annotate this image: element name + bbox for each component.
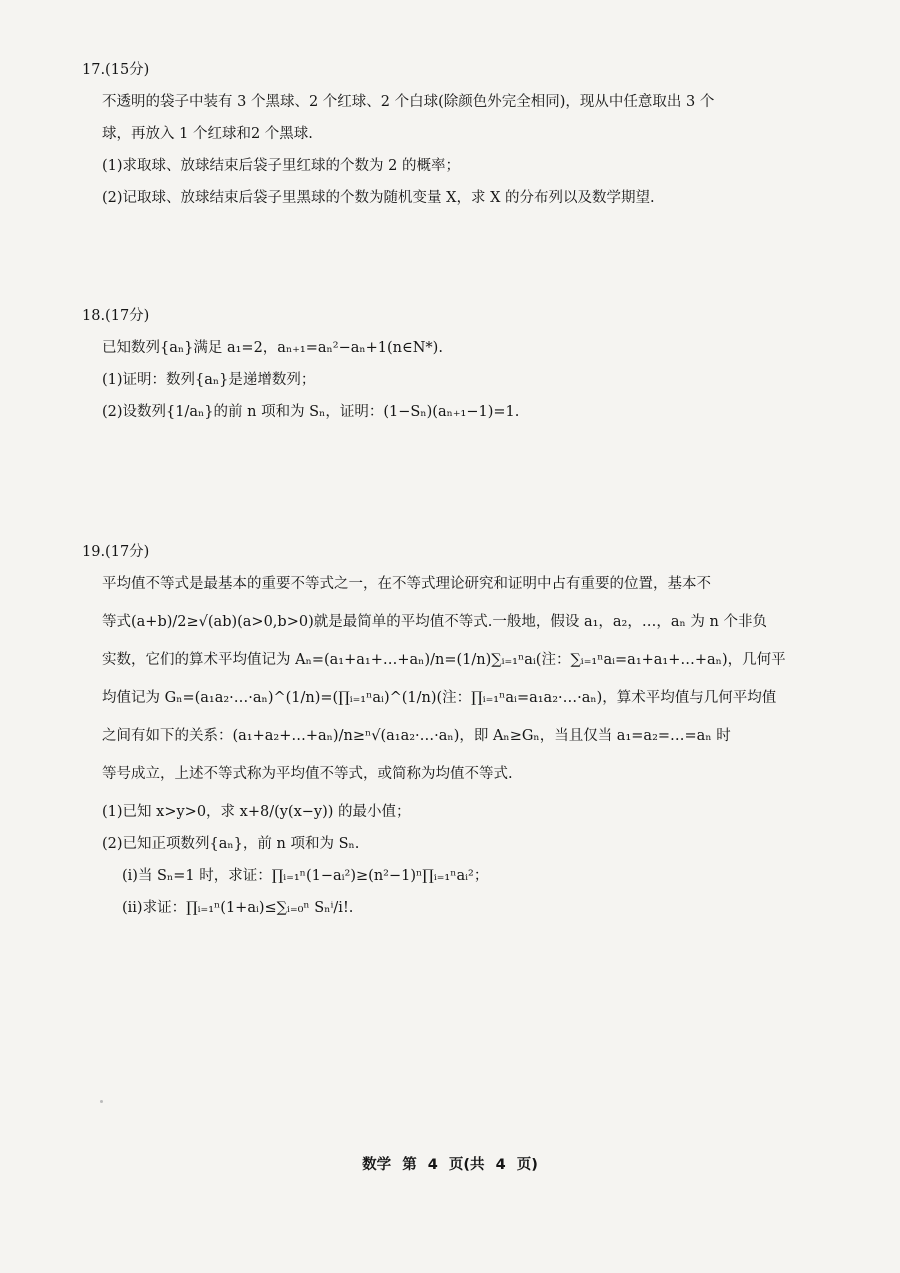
problem-18: [82, 306, 822, 434]
problem-19-part-1: (1)已知 x>y>0，求 x+8/(y(x−y)) 的最小值；: [102, 804, 411, 820]
problem-19-line-2: 等式(a+b)/2≥√(ab)(a>0,b>0)就是最简单的平均值不等式.一般地，假设 a₁，a₂，…，aₙ 为 n 个非负: [102, 614, 767, 630]
problem-18-statement: 已知数列{aₙ}满足 a₁=2，aₙ₊₁=aₙ²−aₙ+1(n∈N*).: [102, 340, 443, 356]
scan-speck: [100, 1100, 103, 1103]
problem-19: [82, 542, 822, 930]
problem-19-part-2: (2)已知正项数列{aₙ}，前 n 项和为 Sₙ.: [102, 836, 360, 852]
problem-17-part-2: (2)记取球、放球结束后袋子里黑球的个数为随机变量 X，求 X 的分布列以及数学期望.: [102, 190, 655, 206]
page-footer: 数学 第 4 页(共 4 页): [362, 1157, 538, 1173]
problem-19-line-1: 平均值不等式是最基本的重要不等式之一，在不等式理论研究和证明中占有重要的位置，基本不: [102, 576, 711, 592]
problem-17-line-1: 不透明的袋子中装有 3 个黑球、2 个红球、2 个白球(除颜色外完全相同)，现从中任意取出 3 个: [102, 94, 715, 110]
problem-19-part-2-ii: (ii)求证：∏ᵢ₌₁ⁿ(1+aᵢ)≤∑ᵢ₌₀ⁿ Sₙⁱ/i!.: [122, 900, 354, 916]
problem-19-header: 19.(17分): [82, 544, 150, 560]
problem-17-line-2: 球，再放入 1 个红球和2 个黑球.: [102, 126, 313, 142]
problem-18-part-2: (2)设数列{1/aₙ}的前 n 项和为 Sₙ，证明：(1−Sₙ)(aₙ₊₁−1)=1.: [102, 404, 520, 420]
problem-18-header: 18.(17分): [82, 308, 150, 324]
problem-19-line-5: 之间有如下的关系：(a₁+a₂+…+aₙ)/n≥ⁿ√(a₁a₂·…·aₙ)，即 Aₙ≥Gₙ，当且仅当 a₁=a₂=…=aₙ 时: [102, 728, 731, 744]
problem-17-header: 17.(15分): [82, 62, 150, 78]
problem-19-line-6: 等号成立，上述不等式称为平均值不等式，或简称为均值不等式.: [102, 766, 513, 782]
problem-17-part-1: (1)求取球、放球结束后袋子里红球的个数为 2 的概率；: [102, 158, 460, 174]
problem-18-part-1: (1)证明：数列{aₙ}是递增数列；: [102, 372, 316, 388]
problem-19-line-4: 均值记为 Gₙ=(a₁a₂·…·aₙ)^(1/n)=(∏ᵢ₌₁ⁿaᵢ)^(1/n)(注：∏ᵢ₌₁ⁿaᵢ=a₁a₂·…·aₙ)，算术平均值与几何平均值: [102, 690, 777, 706]
problem-17: [82, 60, 822, 220]
problem-19-part-2-i: (i)当 Sₙ=1 时，求证：∏ᵢ₌₁ⁿ(1−aᵢ²)≥(n²−1)ⁿ∏ᵢ₌₁ⁿaᵢ²；: [122, 868, 489, 884]
problem-19-line-3: 实数，它们的算术平均值记为 Aₙ=(a₁+a₁+…+aₙ)/n=(1/n)∑ᵢ₌₁ⁿaᵢ(注：∑ᵢ₌₁ⁿaᵢ=a₁+a₁+…+aₙ)，几何平: [102, 652, 786, 668]
